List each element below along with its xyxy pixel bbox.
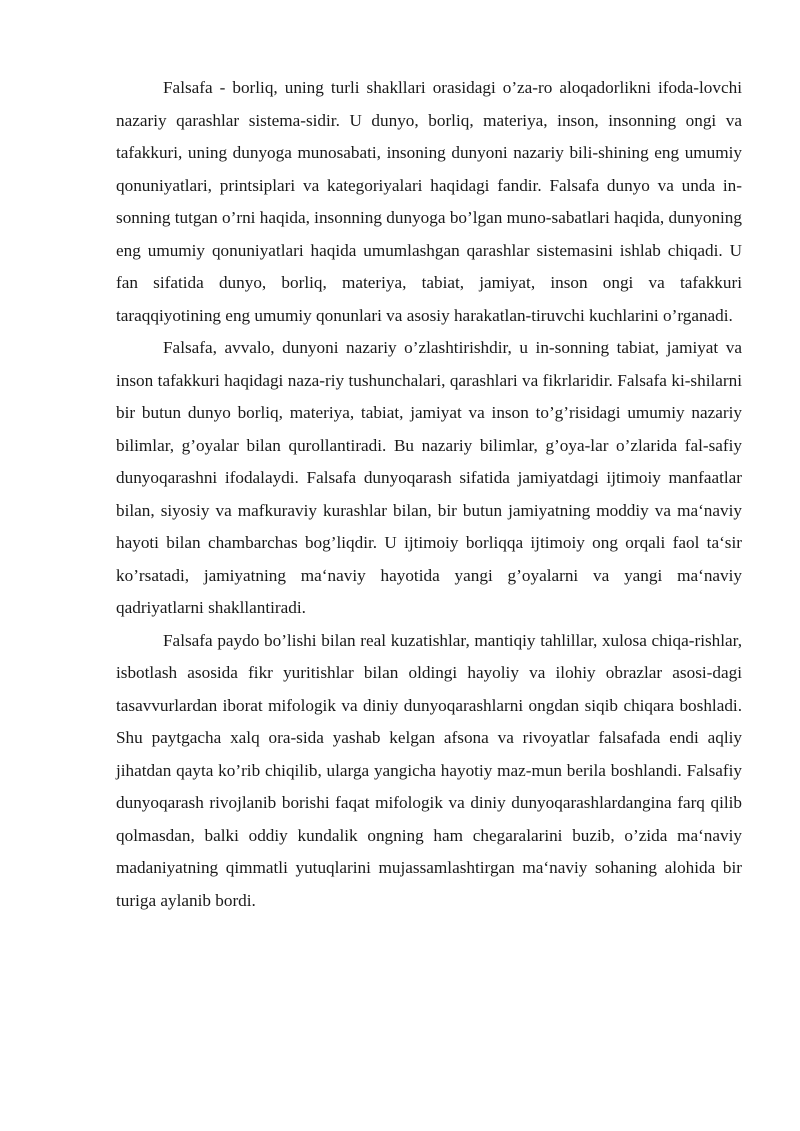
paragraph-1: Falsafa - borliq, uning turli shakllari orasidagi o’za-ro aloqadorlikni ifoda-lovchi nazariy qarashlar sistema-sidir. U dunyo, borliq, materiya, inson, insonning ongi va tafakkuri, uning dunyoga munosabati, insoning dunyoni nazariy bili-shining eng umumiy qonuniyatlari, printsiplari va kategoriyalari haqidagi fandir. Falsafa dunyo va unda in-sonning tutgan o’rni haqida, insonning dunyoga bo’lgan muno-sabatlari haqida, dunyoning eng umumiy qonuniyatlari haqida umumlashgan qarashlar sistemasini ishlab chiqadi. U fan sifatida dunyo, borliq, materiya, tabiat, jamiyat, inson ongi va tafakkuri taraqqiyotining eng umumiy qonunlari va asosiy harakatlan-tiruvchi kuchlarini o’rganadi. [116,78,742,325]
paragraph-3: Falsafa paydo bo’lishi bilan real kuzatishlar, mantiqiy tahlillar, xulosa chiqa-rishlar, isbotlash asosida fikr yuritishlar bilan oldingi hayoliy va ilohiy obrazlar asosi-dagi tasavvurlardan iborat mifologik va diniy dunyoqarashlarni ongdan siqib chiqara boshladi. Shu paytgacha xalq ora-sida yashab kelgan afsona va rivoyatlar falsafada endi aqliy jihatdan qayta ko’rib chiqilib, ularga yangicha hayotiy maz-mun berila boshlandi. Falsafiy dunyoqarash rivojlanib borishi faqat mifologik va diniy dunyoqarashlardangina farq qilib qolmasdan, balki oddiy kundalik ongning ham chegaralarini buzib, o’zida ma‘naviy madaniyatning qimmatli yutuqlarini mujassamlashtirgan ma‘naviy sohaning alohida bir turiga aylanib bordi. [116,630,742,910]
paragraph-2: Falsafa, avvalo, dunyoni nazariy o’zlashtirishdir, u in-sonning tabiat, jamiyat va inson tafakkuri haqidagi naza-riy tushunchalari, qarashlari va fikrlaridir. Falsafa ki-shilarni bir butun dunyo borliq, materiya, tabiat, jamiyat va inson to’g’risidagi umumiy nazariy bilimlar, g’oyalar bilan qurollantiradi. Bu nazariy bilimlar, g’oya-lar o’zlarida fal-safiy dunyoqarashni ifodalaydi. Falsafa dunyoqarash sifatida jamiyatdagi ijtimoiy manfaatlar bilan, siyosiy va mafkuraviy kurashlar bilan, bir butun jamiyatning moddiy va ma‘naviy hayoti bilan chambarchas bog’liqdir. U ijtimoiy borliqqa ijtimoiy ong orqali faol ta‘sir ko’rsatadi, jamiyatning ma‘naviy hayotida yangi g’oyalarni va yangi ma‘naviy qadriyatlarni shakllantiradi. [116,338,742,617]
document-page [116,72,742,917]
